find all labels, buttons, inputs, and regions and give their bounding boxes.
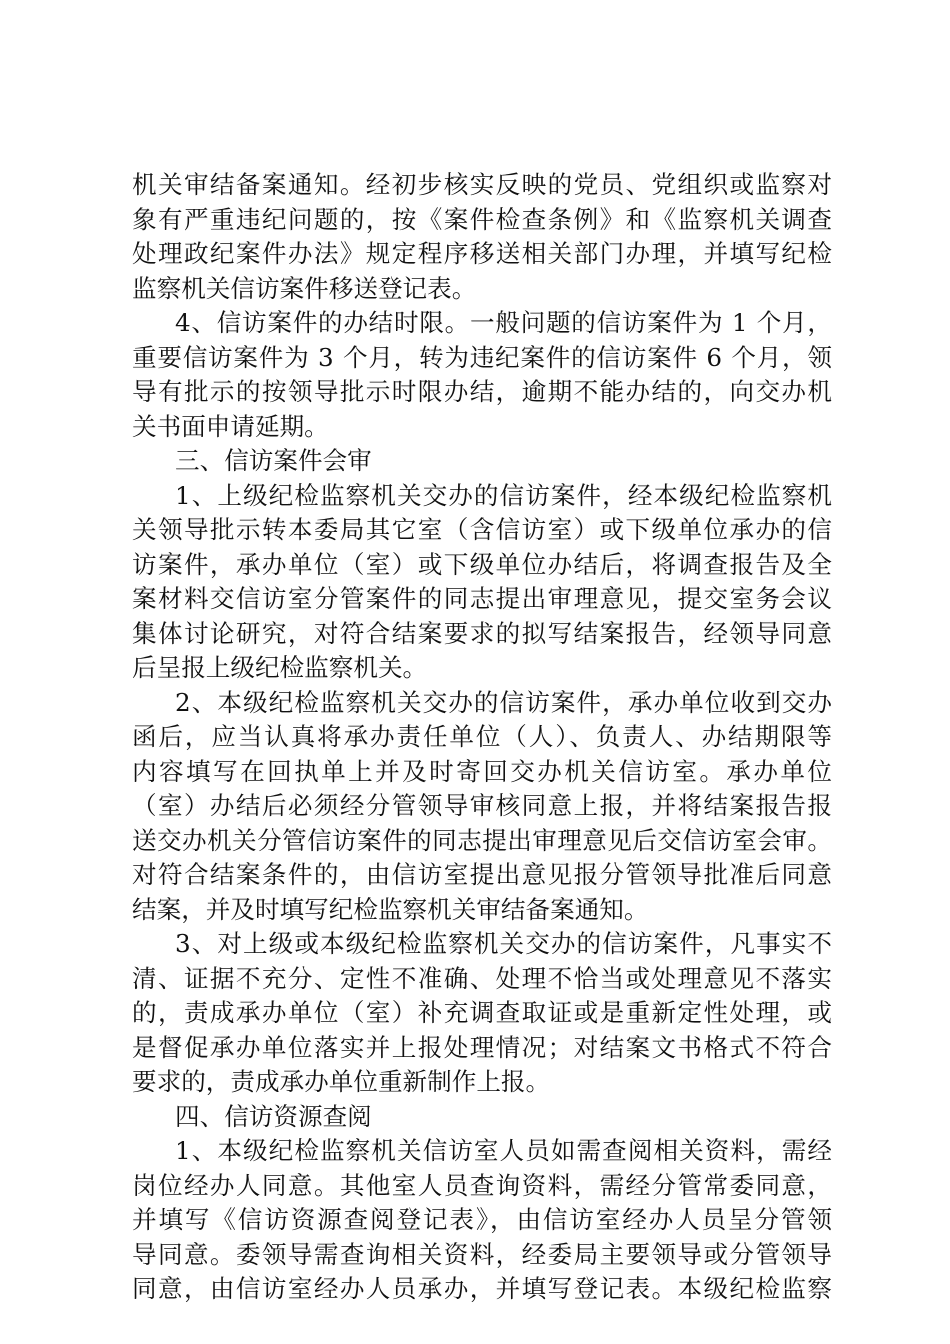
text-line: 案材料交信访室分管案件的同志提出审理意见，提交室务会议 — [132, 584, 834, 613]
text-line: （室）办结后必须经分管领导审核同意上报，并将结案报告报 — [132, 791, 834, 820]
text-line: 岗位经办人同意。其他室人员查询资料，需经分管常委同意， — [132, 1170, 834, 1200]
text-line: 四、信访资源查阅 — [175, 1101, 372, 1131]
text-line: 对符合结案条件的，由信访室提出意见报分管领导批准后同意 — [132, 860, 834, 889]
text-line: 同意，由信访室经办人员承办，并填写登记表。本级纪检监察 — [132, 1274, 834, 1303]
text-line: 1、上级纪检监察机关交办的信访案件，经本级纪检监察机 — [175, 480, 834, 510]
text-line: 访案件，承办单位（室）或下级单位办结后，将调查报告及全 — [132, 549, 834, 579]
text-line: 导有批示的按领导批示时限办结，逾期不能办结的，向交办机 — [132, 377, 834, 406]
text-line: 4、信访案件的办结时限。一般问题的信访案件为 1 个月， — [175, 308, 833, 337]
text-line: 后呈报上级纪检监察机关。 — [132, 653, 428, 682]
text-line: 的，责成承办单位（室）补充调查取证或是重新定性处理，或 — [132, 998, 834, 1027]
text-line: 要求的，责成承办单位重新制作上报。 — [132, 1067, 551, 1096]
text-line: 导同意。委领导需查询相关资料，经委局主要领导或分管领导 — [132, 1239, 834, 1269]
text-line: 2、本级纪检监察机关交办的信访案件，承办单位收到交办 — [175, 687, 834, 717]
document-body — [132, 168, 835, 1307]
text-line: 内容填写在回执单上并及时寄回交办机关信访室。承办单位 — [132, 756, 835, 786]
text-line: 三、信访案件会审 — [175, 446, 372, 475]
text-line: 1、本级纪检监察机关信访室人员如需查阅相关资料，需经 — [175, 1136, 834, 1165]
text-line: 并填写《信访资源查阅登记表》，由信访室经办人员呈分管领 — [132, 1205, 834, 1234]
text-line: 重要信访案件为 3 个月，转为违纪案件的信访案件 6 个月，领 — [132, 342, 833, 372]
text-line: 结案，并及时填写纪检监察机关审结备案通知。 — [132, 894, 649, 924]
text-line: 3、对上级或本级纪检监察机关交办的信访案件，凡事实不 — [175, 929, 834, 958]
text-line: 清、证据不充分、定性不准确、处理不恰当或处理意见不落实 — [132, 963, 834, 993]
text-line: 是督促承办单位落实并上报处理情况；对结案文书格式不符合 — [132, 1032, 834, 1062]
text-line: 机关审结备案通知。经初步核实反映的党员、党组织或监察对 — [132, 170, 834, 199]
text-line: 象有严重违纪问题的，按《案件检查条例》和《监察机关调查 — [132, 204, 834, 234]
text-line: 函后，应当认真将承办责任单位（人）、负责人、办结期限等 — [132, 722, 834, 751]
text-line: 送交办机关分管信访案件的同志提出审理意见后交信访室会审。 — [132, 825, 833, 855]
text-line: 处理政纪案件办法》规定程序移送相关部门办理，并填写纪检 — [132, 239, 834, 268]
text-line: 关书面申请延期。 — [132, 411, 329, 441]
text-line: 集体讨论研究，对符合结案要求的拟写结案报告，经领导同意 — [132, 618, 834, 648]
text-line: 监察机关信访案件移送登记表。 — [132, 273, 477, 303]
text-line: 关领导批示转本委局其它室（含信访室）或下级单位承办的信 — [132, 515, 834, 544]
